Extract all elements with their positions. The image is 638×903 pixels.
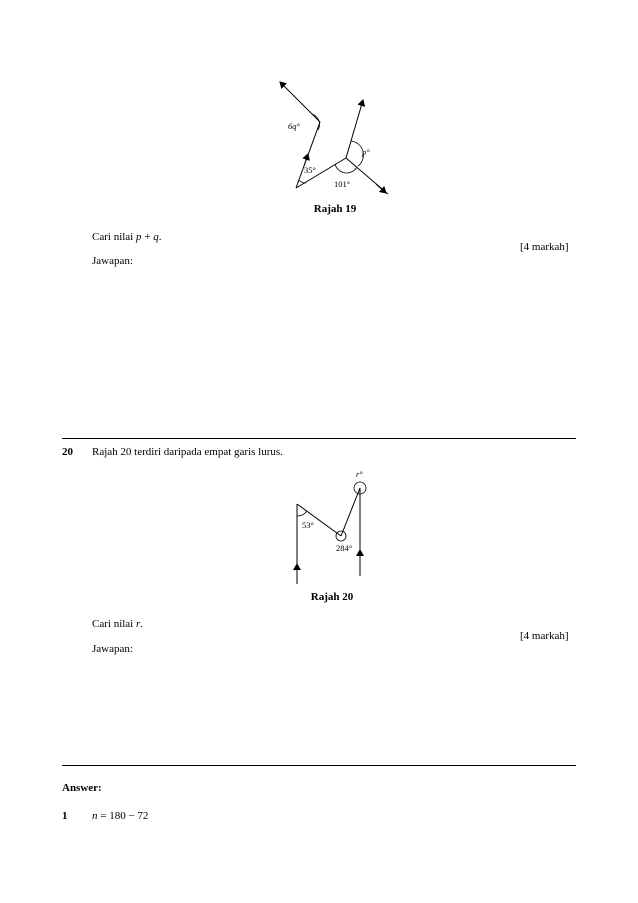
fig20-label-284: 284° (336, 543, 353, 553)
q19-marks: [4 markah] (520, 241, 569, 253)
fig20-line-up (341, 488, 360, 536)
figure-19-caption: Rajah 19 (313, 203, 357, 215)
q19-instruction: Cari nilai p + q. (92, 231, 162, 243)
question-number: 20 (62, 446, 73, 458)
answer-expression: n = 180 − 72 (92, 810, 149, 822)
fig19-label-q: 6q° (288, 121, 300, 131)
q20-instruction: Cari nilai r. (92, 618, 144, 630)
q20-statement: Rajah 20 terdiri daripada empat garis lurus. (92, 446, 283, 458)
answers-heading: Answer: (62, 782, 102, 794)
figure-19 (268, 74, 398, 198)
fig20-label-53: 53° (302, 520, 314, 530)
q20-answer-label: Jawapan: (92, 643, 133, 655)
q20-marks: [4 markah] (520, 630, 569, 642)
divider (62, 765, 576, 766)
fig19-label-35: 35° (304, 165, 316, 175)
answer-number: 1 (62, 810, 68, 822)
fig20-label-r: r° (356, 469, 363, 479)
q19-answer-label: Jawapan: (92, 255, 133, 267)
figure-20-caption: Rajah 20 (310, 591, 354, 603)
fig19-label-p: p° (362, 147, 370, 157)
fig19-line-up (346, 100, 363, 158)
fig19-label-101: 101° (334, 179, 351, 189)
divider (62, 438, 576, 439)
figure-20 (285, 466, 375, 586)
fig19-line-upper (280, 82, 320, 122)
